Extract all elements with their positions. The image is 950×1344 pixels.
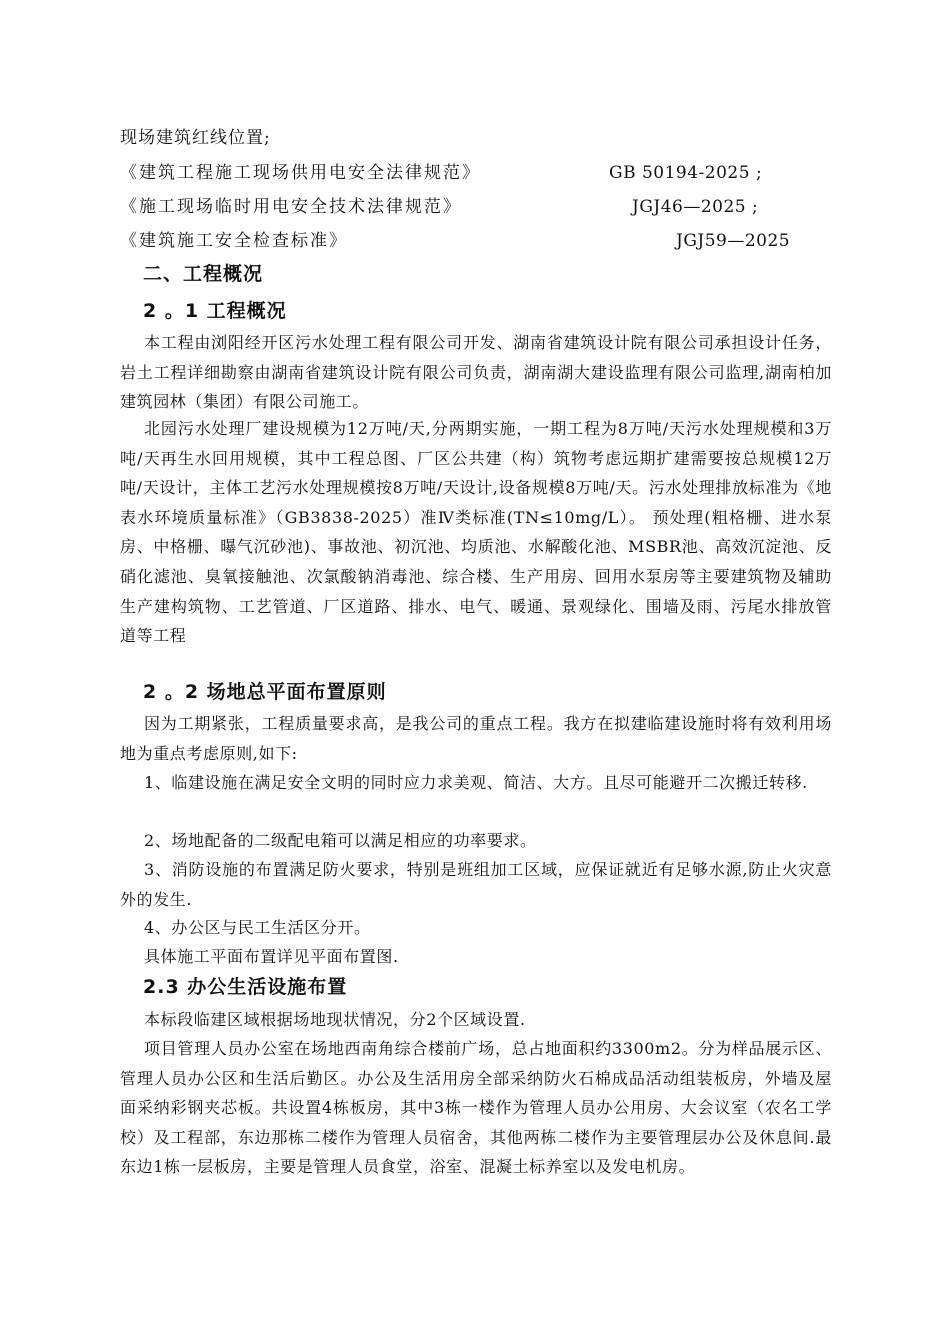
reference-electric-safety bbox=[120, 162, 820, 184]
reference-name: 《建筑工程施工现场供用电安全法律规范》 bbox=[120, 163, 481, 183]
reference-code: JGJ46—2025 ; bbox=[632, 197, 759, 217]
subsection-heading-2-2: 2 。2 场地总平面布置原则 bbox=[143, 681, 387, 703]
paragraph-layout-reference: 具体施工平面布置详见平面布置图. bbox=[144, 947, 399, 966]
section-heading-project-overview: 二、工程概况 bbox=[143, 263, 264, 285]
reference-code: JGJ59—2025 bbox=[676, 231, 791, 251]
reference-safety-inspection bbox=[120, 230, 820, 252]
header-line-site-redline: 现场建筑红线位置; bbox=[120, 128, 271, 148]
subsection-heading-2-3: 2.3 办公生活设施布置 bbox=[143, 976, 348, 998]
paragraph-plant-scale: 北园污水处理厂建设规模为12万吨/天,分两期实施，一期工程为8万吨/天污水处理规模和3万吨/天再生水回用规模，其中工程总图、厂区公共建（构）筑物考虑远期扩建需要按总规模12万吨/天设计，主体工艺污水处理规模按8万吨/天设计,设备规模8万吨/天。污水处理排放标准为《地表水环境质量标准》（GB3838-2025）准Ⅳ类标准(TN≤10mg/L）。 预处理(粗格栅、进水泵房、中格栅、曝气沉砂池)、事故池、初沉池、均质池、水解酸化池、MSBR池、高效沉淀池、反硝化滤池、臭氧接触池、次氯酸钠消毒池、综合楼、生产用房、回用水泵房等主要建筑物及辅助生产建构筑物、工艺管道、厂区道路、排水、电气、暖通、景观绿化、围墙及雨、污尾水排放管道等工程 bbox=[120, 419, 832, 646]
paragraph-principle-2: 2、场地配备的二级配电箱可以满足相应的功率要求。 bbox=[144, 831, 537, 850]
reference-code: GB 50194-2025 ; bbox=[609, 163, 763, 183]
subsection-heading-2-1: 2 。1 工程概况 bbox=[143, 300, 287, 322]
paragraph-principle-4: 4、办公区与民工生活区分开。 bbox=[144, 918, 371, 937]
paragraph-developer-info: 本工程由浏阳经开区污水处理工程有限公司开发、湖南省建筑设计院有限公司承担设计任务，岩土工程详细勘察由湖南省建筑设计院有限公司负责，湖南湖大建设监理有限公司监理,湖南柏加建筑园林（集团）有限公司施工。 bbox=[120, 333, 832, 412]
paragraph-principle-1: 1、临建设施在满足安全文明的同时应力求美观、简洁、大方。且尽可能避开二次搬迁转移. bbox=[144, 773, 808, 792]
paragraph-principle-3: 3、消防设施的布置满足防火要求，特别是班组加工区域，应保证就近有足够水源,防止火灾意外的发生. bbox=[120, 860, 832, 909]
reference-name: 《施工现场临时用电安全技术法律规范》 bbox=[120, 197, 462, 217]
paragraph-office-facilities: 项目管理人员办公室在场地西南角综合楼前广场，总占地面积约3300m2。分为样品展示区、管理人员办公区和生活后勤区。办公及生活用房全部采纳防火石棉成品活动组装板房，外墙及屋面采纳彩钢夹芯板。共设置4栋板房，其中3栋一楼作为管理人员办公用房、大会议室（农名工学校）及工程部，东边那栋二楼作为管理人员宿舍，其他两栋二楼作为主要管理层办公及休息间.最东边1栋一层板房，主要是管理人员食堂，浴室、混凝土标养室以及发电机房。 bbox=[120, 1039, 832, 1177]
paragraph-zone-setup: 本标段临建区域根据场地现状情况，分2个区域设置. bbox=[144, 1010, 526, 1029]
paragraph-layout-principle: 因为工期紧张，工程质量要求高，是我公司的重点工程。我方在拟建临建设施时将有效利用场地为重点考虑原则,如下: bbox=[120, 714, 832, 763]
reference-name: 《建筑施工安全检查标准》 bbox=[120, 231, 348, 251]
reference-temporary-power bbox=[120, 196, 820, 218]
